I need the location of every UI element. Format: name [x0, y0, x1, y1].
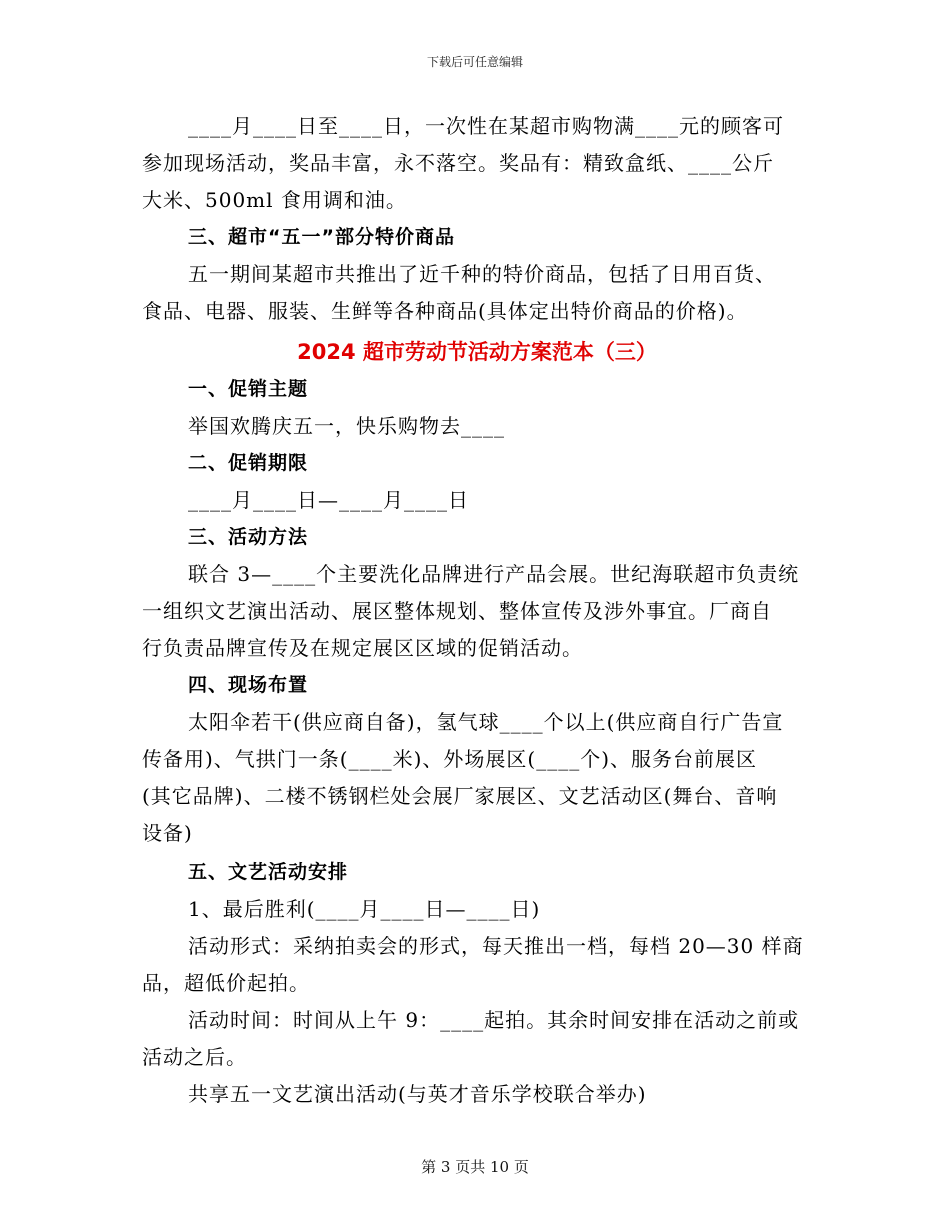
paragraph-line: 活动形式：采纳拍卖会的形式，每天推出一档，每档 20—30 样商: [188, 934, 804, 958]
paragraph-line: 行负责品牌宣传及在规定展区区域的促销活动。: [142, 636, 583, 660]
section-heading: 三、活动方法: [188, 526, 309, 548]
paragraph-line: 品，超低价起拍。: [142, 971, 310, 995]
document-title: 2024 超市劳动节活动方案范本（三）: [297, 340, 657, 364]
paragraph-line: 活动时间：时间从上午 9：____起拍。其余时间安排在活动之前或: [188, 1008, 800, 1032]
paragraph-line: 参加现场活动，奖品丰富，永不落空。奖品有：精致盒纸、____公斤: [142, 151, 774, 175]
page-header: 下载后可任意编辑: [426, 55, 523, 69]
section-heading: 一、促销主题: [188, 378, 309, 400]
paragraph-line: ____月____日至____日，一次性在某超市购物满____元的顾客可: [188, 114, 784, 138]
section-heading: 三、超市“五一”部分特价商品: [188, 226, 455, 248]
paragraph-line: 传备用)、气拱门一条(____米)、外场展区(____个)、服务台前展区: [142, 747, 758, 771]
paragraph-line: (其它品牌)、二楼不锈钢栏处会展厂家展区、文艺活动区(舞台、音响: [142, 784, 778, 808]
document-body: [142, 108, 812, 1113]
paragraph-line: 设备): [142, 821, 193, 845]
paragraph-line: 一组织文艺演出活动、展区整体规划、整体宣传及涉外事宜。厂商自: [142, 599, 772, 623]
paragraph-line: 食品、电器、服装、生鲜等各种商品(具体定出特价商品的价格)。: [142, 299, 748, 323]
paragraph-line: 1、最后胜利(____月____日—____日): [188, 897, 541, 921]
section-heading: 五、文艺活动安排: [188, 861, 349, 883]
section-heading: 二、促销期限: [188, 452, 309, 474]
page-footer: 第 3 页共 10 页: [421, 1158, 529, 1176]
paragraph-line: ____月____日—____月____日: [188, 488, 469, 512]
paragraph-line: 太阳伞若干(供应商自备)，氢气球____个以上(供应商自行广告宣: [188, 710, 784, 734]
paragraph-line: 活动之后。: [142, 1045, 247, 1069]
paragraph-line: 联合 3—____个主要洗化品牌进行产品会展。世纪海联超市负责统: [188, 562, 800, 586]
paragraph-line: 共享五一文艺演出活动(与英才音乐学校联合举办): [188, 1082, 647, 1106]
paragraph-line: 举国欢腾庆五一，快乐购物去____: [188, 414, 505, 438]
paragraph-line: 五一期间某超市共推出了近千种的特价商品，包括了日用百货、: [188, 262, 776, 286]
section-heading: 四、现场布置: [188, 674, 309, 696]
paragraph-line: 大米、500ml 食用调和油。: [142, 188, 407, 212]
